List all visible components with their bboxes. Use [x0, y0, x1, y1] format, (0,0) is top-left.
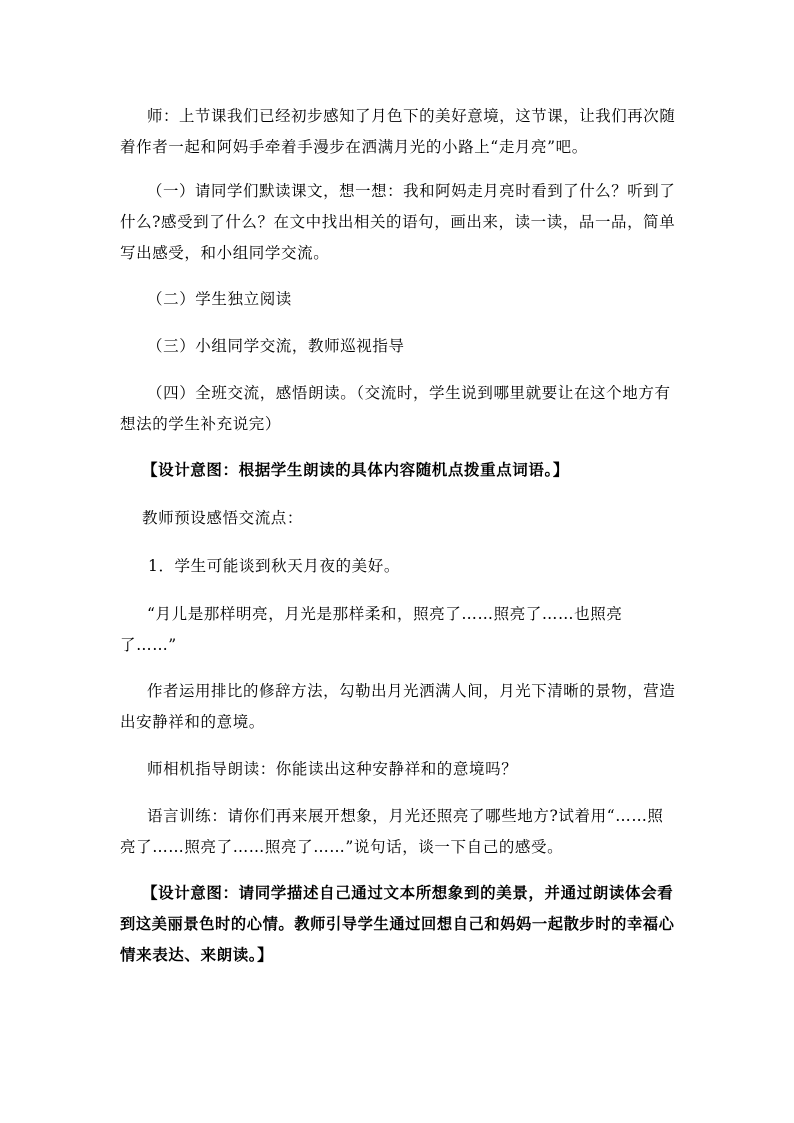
design-intent-note: 【设计意图：根据学生朗读的具体内容随机点拨重点词语。】	[142, 460, 569, 479]
paragraph-line: 作者运用排比的修辞方法，勾勒出月光洒满人间，月光下清晰的景物，营造	[147, 682, 676, 700]
paragraph-line: 着作者一起和阿妈手牵着手漫步在洒满月光的小路上“走月亮”吧。	[120, 138, 588, 156]
paragraph-line: （二）学生独立阅读	[147, 290, 292, 308]
paragraph-line: 出安静祥和的意境。	[120, 713, 265, 731]
paragraph-line: 教师预设感悟交流点：	[142, 509, 304, 527]
quote-line: 了……”	[120, 636, 177, 654]
paragraph-line: 亮了……照亮了……照亮了……”说句话，谈一下自己的感受。	[120, 838, 564, 856]
design-intent-note: 到这美丽景色时的心情。教师引导学生通过回想自己和妈妈一起散步时的幸福心	[120, 914, 675, 933]
paragraph-line: 想法的学生补充说完）	[120, 415, 282, 433]
paragraph-line: 什么?感受到了什么？在文中找出相关的语句，画出来，读一读，品一品，简单	[120, 213, 676, 231]
paragraph-line: （四）全班交流，感悟朗读。（交流时，学生说到哪里就要让在这个地方有	[147, 384, 671, 402]
paragraph-line: （一）请同学们默读课文，想一想：我和阿妈走月亮时看到了什么？听到了	[147, 182, 676, 200]
list-item: 1．学生可能谈到秋天月夜的美好。	[148, 557, 400, 575]
paragraph-line: 师：上节课我们已经初步感知了月色下的美好意境，这节课，让我们再次随	[147, 107, 676, 125]
design-intent-note: 情来表达、来朗读。】	[120, 945, 274, 964]
paragraph-line: （三）小组同学交流，教师巡视指导	[147, 337, 405, 355]
paragraph-line: 语言训练：请你们再来展开想象，月光还照亮了哪些地方?试着用“……照	[147, 807, 664, 825]
quote-line: “月儿是那样明亮，月光是那样柔和，照亮了……照亮了……也照亮	[147, 605, 623, 623]
paragraph-line: 写出感受，和小组同学交流。	[120, 244, 330, 262]
design-intent-note: 【设计意图：请同学描述自己通过文本所想象到的美景，并通过朗读体会看	[142, 883, 674, 902]
paragraph-line: 师相机指导朗读：你能读出这种安静祥和的意境吗？	[147, 760, 518, 778]
